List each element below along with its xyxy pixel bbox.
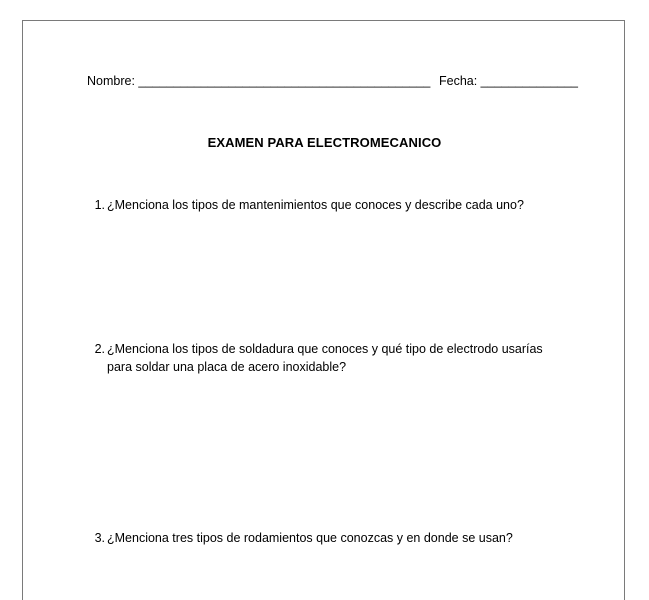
name-field-label: Nombre: __________________________________________: [87, 74, 431, 88]
question-3-text: ¿Menciona tres tipos de rodamientos que conozcas y en donde se usan?: [107, 531, 513, 545]
exam-title: EXAMEN PARA ELECTROMECANICO: [207, 135, 442, 150]
question-2-text: ¿Menciona los tipos de soldadura que conoces y qué tipo de electrodo usarías para soldar una placa de acero inoxidable?: [107, 342, 543, 374]
document-page: [22, 20, 625, 600]
date-field-label: Fecha: ______________: [439, 74, 579, 88]
question-3: [85, 529, 565, 549]
question-2: [85, 340, 565, 380]
question-2-number: 2.: [94, 342, 105, 356]
question-3-number: 3.: [94, 531, 105, 545]
question-1-text: ¿Menciona los tipos de mantenimientos que conoces y describe cada uno?: [107, 198, 524, 212]
question-1-number: 1.: [94, 198, 105, 212]
question-1: [85, 196, 565, 216]
